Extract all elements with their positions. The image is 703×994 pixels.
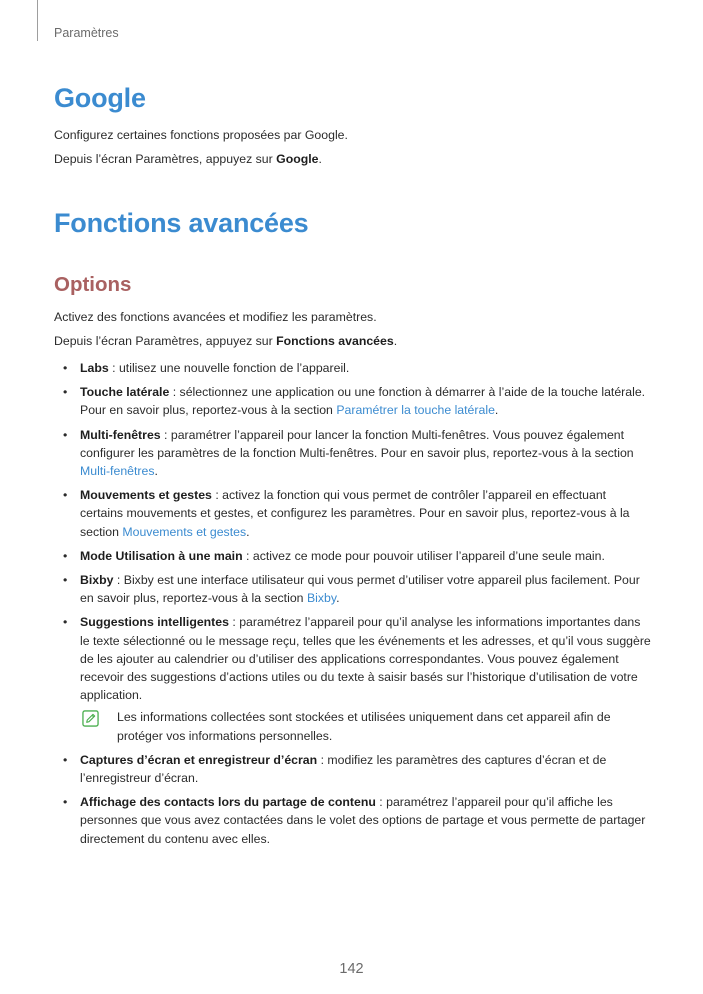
page-number: 142 <box>339 961 364 977</box>
list-item-motions: • Mouvements et gestes : activez la fonction qui vous permet de contrôler l’appareil en effectuant certains mouvements et gestes, et configurez les paramètres. Pour en savoir plus, reportez-vous à la section Mouvements et gestes. <box>54 486 652 541</box>
options-description: Activez des fonctions avancées et modifiez les paramètres. <box>54 310 377 324</box>
list-item-labs: • Labs : utilisez une nouvelle fonction de l’appareil. <box>54 359 652 377</box>
list-item-direct-share: • Affichage des contacts lors du partage de contenu : paramétrez l’appareil pour qu’il affiche les personnes que vous avez contactées dans le volet des options de partage et vous permette de partager directement du contenu avec elles. <box>54 793 652 848</box>
options-list-continued <box>54 751 652 848</box>
page-content <box>54 80 652 848</box>
google-description: Configurez certaines fonctions proposées par Google. <box>54 128 348 142</box>
options-path: Depuis l’écran Paramètres, appuyez sur Fonctions avancées. <box>54 334 398 348</box>
options-path-bold: Fonctions avancées <box>276 334 394 348</box>
note-text: Les informations collectées sont stockées et utilisées uniquement dans cet appareil afin de protéger vos informations personnelles. <box>117 710 611 743</box>
list-item-multi-window: • Multi-fenêtres : paramétrer l’appareil pour lancer la fonction Multi-fenêtres. Vous pouvez également configurer les paramètres de la fonction Multi-fenêtres. Pour en savoir plus, reportez-vous à la section Multi-fenêtres. <box>54 426 652 481</box>
link-multi-window[interactable]: Multi-fenêtres <box>80 464 155 479</box>
options-title: Options <box>54 273 132 296</box>
list-item-bixby: • Bixby : Bixby est une interface utilisateur qui vous permet d’utiliser votre appareil plus facilement. Pour en savoir plus, reportez-vous à la section Bixby. <box>54 571 652 607</box>
note-box <box>54 708 652 744</box>
google-title: Google <box>54 83 146 113</box>
link-side-key[interactable]: Paramétrer la touche latérale <box>336 403 495 418</box>
section-header: Paramètres <box>54 26 119 40</box>
note-pencil-icon <box>82 710 99 727</box>
list-item-smart-suggestions: • Suggestions intelligentes : paramétrez l’appareil pour qu’il analyse les informations importantes dans le texte sélectionné ou le message reçu, telles que les événements et les adresses, et qu’il vous suggère de les ajouter au calendrier ou d’utiliser des applications correspondantes. Vous pouvez également recevoir des suggestions d’actions utiles ou du texte à saisir basés sur l’historique d’utilisation de votre application. <box>54 613 652 704</box>
list-item-screenshots: • Captures d’écran et enregistreur d’écran : modifiez les paramètres des captures d’écran et de l’enregistreur d’écran. <box>54 751 652 787</box>
header-divider <box>37 0 38 41</box>
list-item-one-hand: • Mode Utilisation à une main : activez ce mode pour pouvoir utiliser l’appareil d’une seule main. <box>54 547 652 565</box>
list-item-side-key: • Touche latérale : sélectionnez une application ou une fonction à démarrer à l’aide de la touche latérale. Pour en savoir plus, reportez-vous à la section Paramétrer la touche latérale. <box>54 383 652 419</box>
options-list <box>54 359 652 704</box>
advanced-title: Fonctions avancées <box>54 208 309 238</box>
link-motions[interactable]: Mouvements et gestes <box>122 524 247 539</box>
link-bixby[interactable]: Bixby <box>306 591 337 606</box>
google-path: Depuis l’écran Paramètres, appuyez sur Google. <box>54 152 322 166</box>
google-path-bold: Google <box>276 152 319 166</box>
